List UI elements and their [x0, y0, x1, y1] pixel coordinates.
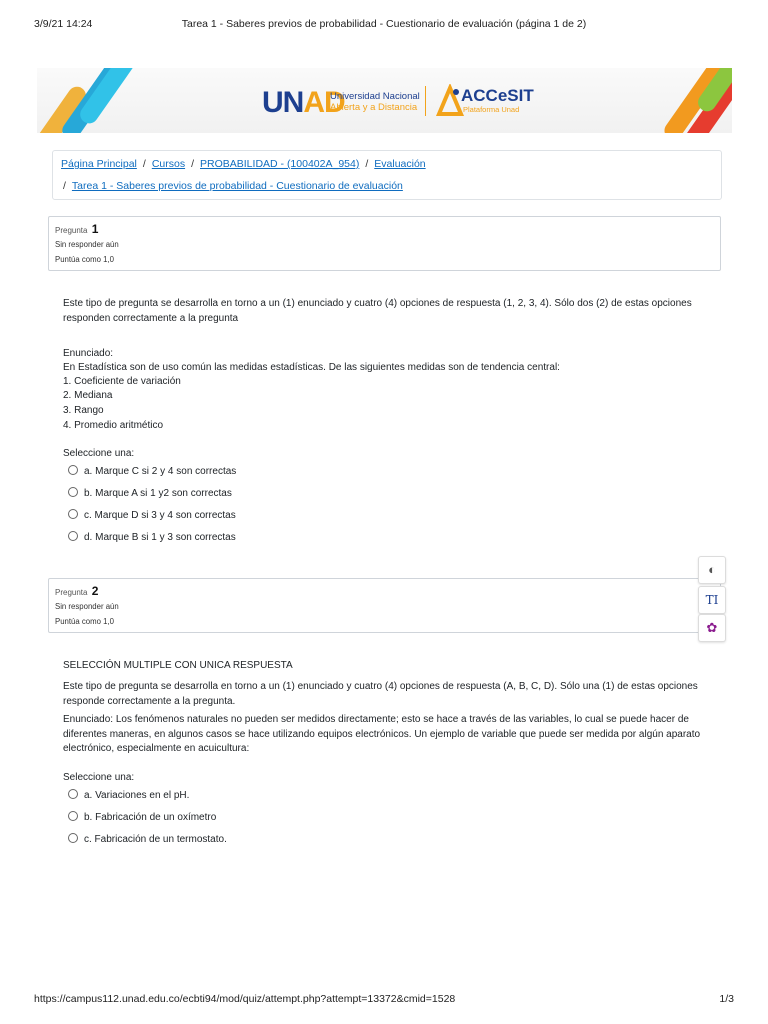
- question-1-statement: En Estadística son de uso común las medidas estadísticas. De las siguientes medidas son de tendencia central:: [63, 362, 560, 373]
- question-2-statement: Enunciado: Los fenómenos naturales no pueden ser medidos directamente; esto se hace a través de las variables, lo cual se puede hacer de diferentes maneras, en algunos casos se hace utilizando equipos electrónicos. Un ejemplo de variable que puede ser medida por algún aparato electrónico, especialmente en acuicultura:: [63, 714, 701, 754]
- radio-button[interactable]: [68, 811, 78, 821]
- radio-button[interactable]: [68, 509, 78, 519]
- option-label: c. Fabricación de un termostato.: [84, 834, 227, 845]
- option-label: a. Variaciones en el pH.: [84, 790, 190, 801]
- accesit-subtitle: Plataforma Unad: [463, 105, 520, 114]
- question-1-item: 3. Rango: [63, 405, 104, 416]
- breadcrumb-separator: /: [63, 180, 66, 192]
- question-1-intro: Este tipo de pregunta se desarrolla en torno a un (1) enunciado y cuatro (4) opciones de respuesta (1, 2, 3, 4). Sólo dos (2) de estas opciones responden correctamente a la pregunta: [63, 298, 692, 324]
- radio-button[interactable]: [68, 789, 78, 799]
- breadcrumb-separator: /: [365, 158, 369, 170]
- radio-button[interactable]: [68, 531, 78, 541]
- question-1-option-c[interactable]: [68, 509, 236, 521]
- question-2-intro: Este tipo de pregunta se desarrolla en torno a un (1) enunciado y cuatro (4) opciones de respuesta (A, B, C, D). Sólo una (1) de estas opciones responde correctamente a la pregunta.: [63, 681, 698, 707]
- question-1-statement-title: Enunciado:: [63, 348, 114, 359]
- unad-name: [330, 91, 420, 113]
- question-1-item: 2. Mediana: [63, 390, 113, 401]
- question-2-option-c[interactable]: [68, 833, 227, 845]
- contrast-icon[interactable]: ◐: [698, 556, 726, 584]
- question-2-info: [48, 578, 721, 633]
- option-label: b. Marque A si 1 y2 son correctas: [84, 488, 232, 499]
- print-title: Tarea 1 - Saberes previos de probabilidad - Cuestionario de evaluación (página 1 de 2): [181, 18, 587, 30]
- unad-name-line2: Abierta y a Distancia: [330, 102, 418, 113]
- breadcrumb-course[interactable]: PROBABILIDAD - (100402A_954): [200, 158, 360, 170]
- print-page-count: 1/3: [719, 993, 734, 1005]
- question-1-option-d[interactable]: [68, 531, 236, 543]
- breadcrumb-separator: /: [142, 158, 146, 170]
- breadcrumb-evaluation[interactable]: Evaluación: [374, 158, 426, 170]
- radio-button[interactable]: [68, 487, 78, 497]
- option-label: a. Marque C si 2 y 4 son correctas: [84, 466, 237, 477]
- question-2-heading: SELECCIÓN MULTIPLE CON UNICA RESPUESTA: [63, 660, 293, 671]
- option-label: d. Marque B si 1 y 3 son correctas: [84, 532, 236, 543]
- site-banner: [37, 68, 732, 133]
- print-footer: [0, 990, 768, 1010]
- unad-logo[interactable]: [262, 82, 422, 122]
- question-1-prompt: Seleccione una:: [63, 448, 135, 459]
- question-1-option-a[interactable]: [68, 465, 236, 477]
- question-grade: Puntúa como 1,0: [55, 255, 114, 264]
- option-label: b. Fabricación de un oxímetro: [84, 812, 217, 823]
- question-number: [55, 584, 98, 598]
- question-state: Sin responder aún: [55, 602, 119, 611]
- option-label: c. Marque D si 3 y 4 son correctas: [84, 510, 236, 521]
- unad-logo-ad: AD: [303, 86, 345, 119]
- question-number-value: 1: [91, 222, 99, 236]
- question-1-info: [48, 216, 721, 271]
- breadcrumb-separator: /: [191, 158, 194, 170]
- question-1-option-b[interactable]: [68, 487, 232, 499]
- breadcrumb-current-quiz[interactable]: Tarea 1 - Saberes previos de probabilidad - Cuestionario de evaluación: [71, 180, 403, 192]
- breadcrumb-home[interactable]: Página Principal: [61, 158, 137, 170]
- breadcrumb: [52, 150, 722, 200]
- accesit-word: ACCeSIT: [461, 86, 534, 105]
- reader-icon[interactable]: ✿: [698, 614, 726, 642]
- logo-divider: [425, 86, 426, 116]
- accesit-logo[interactable]: [435, 84, 545, 120]
- breadcrumb-courses[interactable]: Cursos: [151, 158, 186, 170]
- question-grade: Puntúa como 1,0: [55, 617, 114, 626]
- question-label: Pregunta: [55, 226, 88, 235]
- radio-button[interactable]: [68, 465, 78, 475]
- question-1-item: 4. Promedio aritmético: [63, 420, 164, 431]
- question-1-item: 1. Coeficiente de variación: [63, 376, 181, 387]
- question-label: Pregunta: [55, 588, 88, 597]
- question-state: Sin responder aún: [55, 240, 119, 249]
- unad-name-line1: Universidad Nacional: [330, 91, 420, 102]
- question-2-option-a[interactable]: [68, 789, 189, 801]
- text-size-button[interactable]: TI: [698, 586, 726, 614]
- radio-button[interactable]: [68, 833, 78, 843]
- question-number: [55, 222, 98, 236]
- print-header: [0, 0, 768, 40]
- question-2-prompt: Seleccione una:: [63, 772, 135, 783]
- unad-logo-u: UN: [262, 86, 304, 119]
- print-url: https://campus112.unad.edu.co/ecbti94/mod/quiz/attempt.php?attempt=13372&cmid=1528: [34, 993, 456, 1005]
- print-datetime: 3/9/21 14:24: [34, 18, 93, 30]
- question-2-option-b[interactable]: [68, 811, 216, 823]
- question-number-value: 2: [91, 584, 99, 598]
